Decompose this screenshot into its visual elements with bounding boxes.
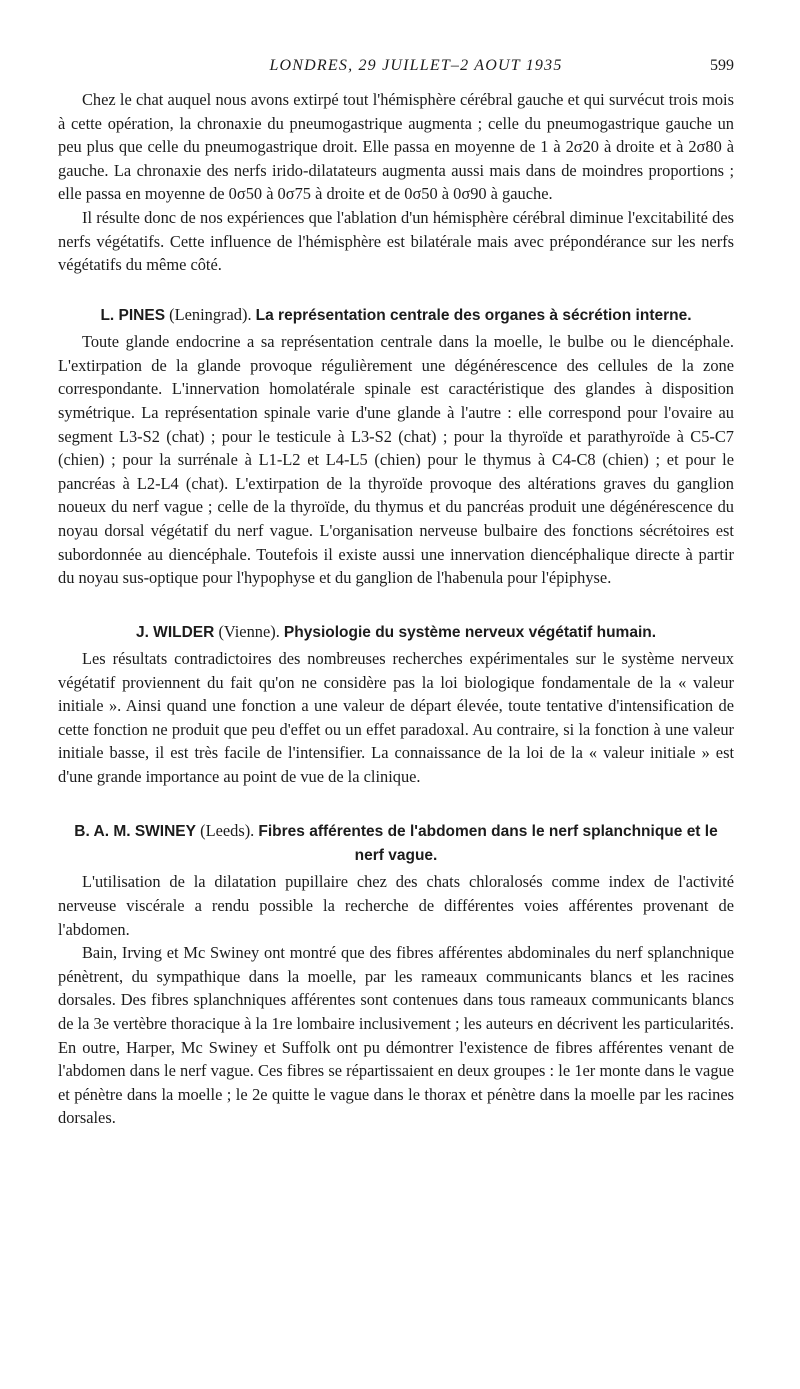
author-name: L. PINES: [100, 306, 166, 324]
abstract-paragraph: Toute glande endocrine a sa représentation centrale dans la moelle, le bulbe ou le diencéphale. L'extirpation de la glande provoque régulièrement une dégénérescence des cellules de la zone correspondante. L'innervation homolatérale spinale est caractéristique des glandes à disposition symétrique. La représentation spinale varie d'une glande à l'autre : elle correspond pour l'ovaire au segment L3-S2 (chat) ; pour le testicule à L3-S2 (chat) ; pour la thyroïde et parathyroïde à C5-C7 (chien) ; pour la surrénale à L1-L2 et L4-L5 (chien) pour le thymus à C4-C8 (chien) ; et pour le pancréas à L2-L4 (chat). L'extirpation de la thyroïde provoque des altérations graves du ganglion noueux du nerf vague ; celle de la thyroïde, du thymus et du pancréas produit une dégénérescence du noyau dorsal végétatif du nerf vague. L'organisation nerveuse bulbaire des fonctions sécrétoires est subordonnée au diencéphale. Toutefois il existe aussi une innervation diencéphalique directe à partir du noyau sus-optique pour l'hypophyse et du ganglion de l'habenula pour l'épiphyse.: [58, 332, 734, 588]
abstract-swiney: [58, 819, 734, 1130]
abstract-heading: [58, 620, 734, 644]
page-header: [58, 54, 734, 78]
author-city: (Vienne).: [218, 621, 280, 641]
author-city: (Leningrad).: [169, 304, 252, 324]
abstract-paragraph: Les résultats contradictoires des nombreuses recherches expérimentales sur le système nerveux végétatif proviennent du fait qu'on ne considère pas la loi biologique fondamentale de la « valeur initiale ». Ainsi quand une fonction a une valeur de départ élevée, toute tentative d'intensification de cette fonction ne produit que peu d'effet ou un effet paradoxal. Au contraire, si la fonction à une valeur initiale basse, il est très facile de l'intensifier. La connaissance de la loi de la « valeur initiale » est d'une grande importance au point de vue de la clinique.: [58, 649, 734, 787]
abstract-paragraph: Bain, Irving et Mc Swiney ont montré que des fibres afférentes abdominales du nerf splanchnique pénètrent, du sympathique dans la moelle, par les rameaux communicants blancs et les racines dorsales. Des fibres splanchniques afférentes sont contenues dans tous rameaux communicants blancs de la 3e vertèbre thoracique à la 1re lombaire inclusivement ; les auteurs en décrivent les particularités. En outre, Harper, Mc Swiney et Suffolk ont pu démontrer l'existence de fibres afférentes venant de l'abdomen dans le nerf vague. Ces fibres se répartissaient en deux groupes : le 1er monte dans le vague et pénètre dans la moelle ; le 2e quitte le vague dans le thorax et pénètre dans la moelle par les racines dorsales.: [58, 943, 734, 1128]
intro-paragraph: Il résulte donc de nos expériences que l'ablation d'un hémisphère cérébral diminue l'excitabilité des nerfs végétatifs. Cette influence de l'hémisphère est bilatérale mais avec prépondérance sur les nerfs végétatifs du même côté.: [58, 207, 734, 275]
author-city: (Leeds).: [200, 820, 255, 840]
abstract-title: Fibres afférentes de l'abdomen dans le nerf splanchnique et le nerf vague.: [258, 822, 718, 865]
author-name: B. A. M. SWINEY: [74, 822, 196, 840]
abstract-paragraph: L'utilisation de la dilatation pupillaire chez des chats chloralosés comme index de l'activité nerveuse viscérale a rendu possible la recherche de différentes voies afférentes provenant de l'abdomen.: [58, 872, 734, 939]
page-number: 599: [710, 57, 734, 74]
abstract-heading: [58, 819, 734, 868]
intro-paragraph: Chez le chat auquel nous avons extirpé tout l'hémisphère cérébral gauche et qui survécut trois mois à cette opération, la chronaxie du pneumogastrique augmenta ; celle du pneumogastrique gauche un peu plus que celle du pneumogastrique droit. Elle passa en moyenne de 1 à 2σ20 à droite et à 2σ80 à gauche. La chronaxie des nerfs irido-dilatateurs augmenta aussi mais dans de moindres proportions ; elle passa en moyenne de 0σ50 à 0σ75 à droite et de 0σ50 à 0σ90 à gauche.: [58, 90, 734, 204]
abstract-wilder: [58, 620, 734, 789]
abstract-heading: [58, 303, 734, 327]
abstract-pines: [58, 303, 734, 590]
author-name: J. WILDER: [135, 623, 215, 641]
intro-block: [58, 88, 734, 277]
running-title: LONDRES, 29 JUILLET–2 AOUT 1935: [269, 57, 563, 74]
abstract-title: Physiologie du système nerveux végétatif humain.: [283, 623, 657, 641]
abstract-title: La représentation centrale des organes à sécrétion interne.: [255, 306, 692, 324]
